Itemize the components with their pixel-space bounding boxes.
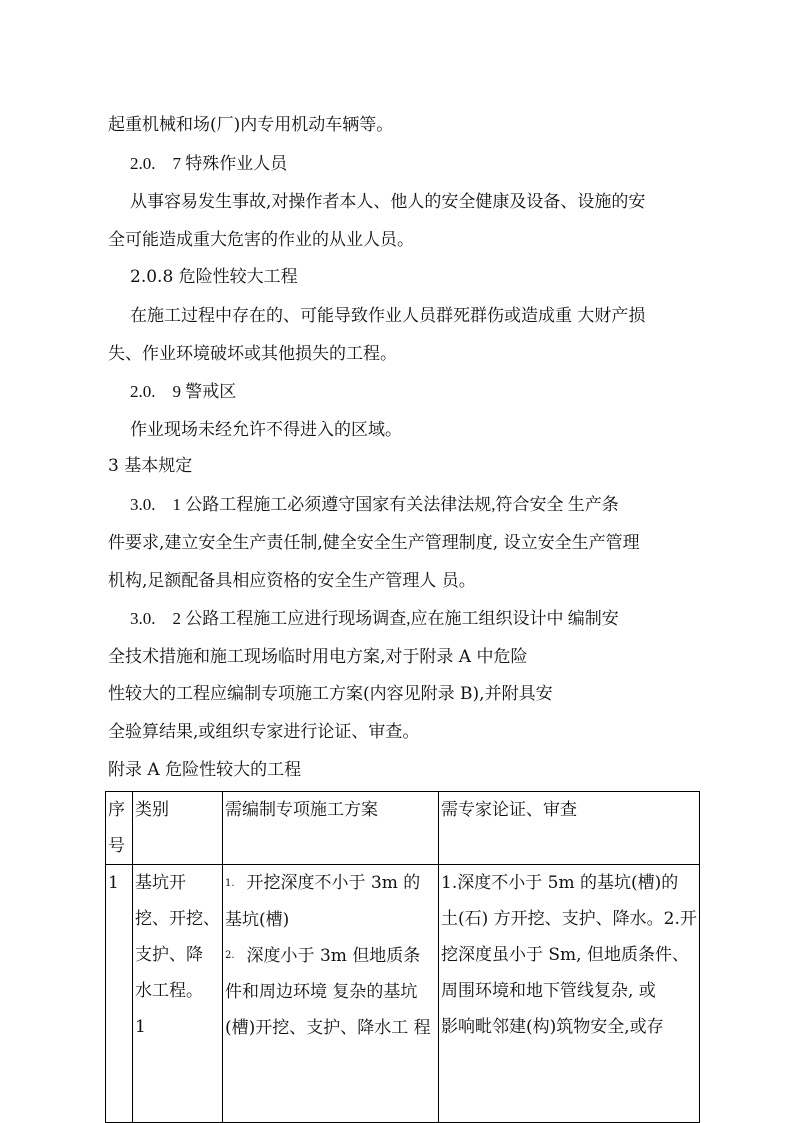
- paragraph-line: 在施工过程中存在的、可能导致作业人员群死群伤或造成重 大财产损: [130, 306, 646, 326]
- appendix-table: [105, 791, 700, 1123]
- plan-line: (槽)开挖、支护、降水工 程: [225, 1018, 431, 1038]
- section-heading: 2.0. 7 特殊作业人员: [130, 154, 288, 173]
- cell-review: [439, 865, 700, 1123]
- paragraph-line: 件要求,建立安全生产责任制,健全安全生产管理制度, 设立安全生产管理: [108, 533, 640, 553]
- paragraph-line: 3.0. 1 公路工程施工必须遵守国家有关法律法规,符合安全 生产条: [130, 495, 619, 514]
- header-seq-line: 序: [108, 800, 125, 820]
- header-category-label: 类别: [135, 800, 169, 820]
- seq-value: 1: [108, 873, 119, 893]
- category-line: 挖、开挖、: [135, 909, 220, 929]
- review-line: 挖深度虽小于 Sm, 但地质条件、: [441, 945, 689, 965]
- paragraph-line: 起重机械和场(厂)内专用机动车辆等。: [108, 115, 394, 135]
- paragraph-line: 作业现场未经允许不得进入的区域。: [130, 420, 402, 440]
- cell-plan: [223, 865, 439, 1123]
- plan-line: [225, 938, 436, 975]
- paragraph-line: 性较大的工程应编制专项施工方案(内容见附录 B),并附具安: [108, 684, 553, 704]
- paragraph-line: 失、作业环境破坏或其他损失的工程。: [108, 344, 397, 364]
- header-plan: [223, 792, 439, 865]
- plan-line: 件和周边环境 复杂的基坑: [225, 982, 418, 1002]
- plan-item-number: 2.: [225, 950, 235, 961]
- review-line: 周围环境和地下管线复杂, 或: [441, 981, 656, 1001]
- category-line: 基坑开: [135, 873, 186, 893]
- chapter-heading: 3 基本规定: [108, 456, 193, 476]
- header-review-label: 需专家论证、审查: [441, 800, 577, 820]
- category-line: 1: [135, 1017, 146, 1037]
- section-heading: 2.0.8 危险性较大工程: [130, 267, 298, 287]
- category-line: 支护、降: [135, 945, 203, 965]
- header-review: [439, 792, 700, 865]
- plan-item-text: 深度小于 3m 但地质条: [246, 945, 421, 966]
- header-seq: [106, 792, 133, 865]
- table-header-row: [106, 792, 700, 865]
- section-heading: 2.0. 9 警戒区: [130, 382, 237, 401]
- header-category: [133, 792, 223, 865]
- paragraph-line: 从事容易发生事故,对操作者本人、他人的安全健康及设备、设施的安: [130, 192, 646, 212]
- paragraph-line: 3.0. 2 公路工程施工应进行现场调查,应在施工组织设计中 编制安: [130, 609, 619, 628]
- header-plan-label: 需编制专项施工方案: [225, 800, 378, 820]
- paragraph-line: 全验算结果,或组织专家进行论证、审查。: [108, 722, 420, 742]
- paragraph-line: 全技术措施和施工现场临时用电方案,对于附录 A 中危险: [108, 647, 528, 667]
- header-seq-line: 号: [108, 836, 125, 856]
- review-line: 影响毗邻建(构)筑物安全,或存: [441, 1017, 664, 1037]
- cell-category: [133, 865, 223, 1123]
- plan-item-text: 开挖深度不小于 3m 的: [246, 873, 421, 893]
- plan-line: [225, 865, 436, 902]
- review-line: 土(石) 方开挖、支护、降水。2.开: [441, 909, 697, 929]
- paragraph-line: 全可能造成重大危害的作业的从业人员。: [108, 230, 414, 250]
- plan-line: 基坑(槽): [225, 909, 290, 930]
- table-row: [106, 865, 700, 1123]
- plan-item-number: 1.: [225, 877, 235, 889]
- category-line: 水工程。: [135, 981, 203, 1001]
- appendix-title: 附录 A 危险性较大的工程: [108, 760, 302, 780]
- review-line: 1.深度不小于 5m 的基坑(槽)的: [441, 873, 679, 893]
- paragraph-line: 机构,足额配备具相应资格的安全生产管理人 员。: [108, 571, 476, 591]
- cell-seq: [106, 865, 133, 1123]
